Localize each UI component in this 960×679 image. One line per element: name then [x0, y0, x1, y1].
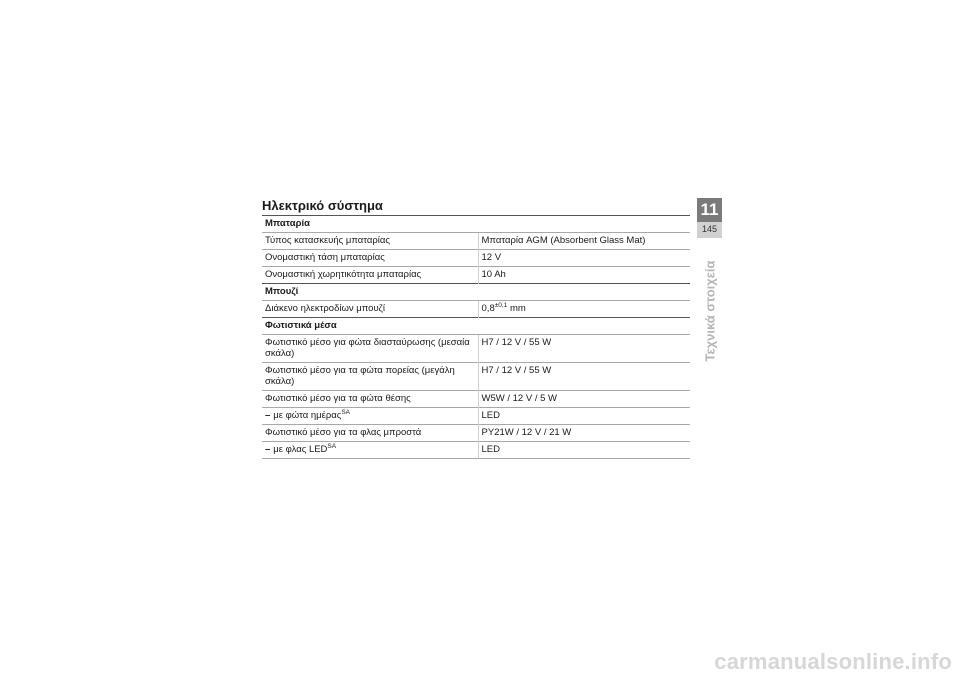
spec-value — [478, 301, 690, 318]
group-heading-spark-plug: Μπουζί — [262, 284, 690, 301]
group-heading-lighting: Φωτιστικά μέσα — [262, 318, 690, 335]
spec-label: Διάκενο ηλεκτροδίων μπουζί — [262, 301, 478, 318]
gap-unit: mm — [509, 303, 526, 314]
gap-tolerance: ±0,1 — [494, 301, 508, 309]
section-title: Ηλεκτρικό σύστημα — [262, 198, 383, 213]
spec-value: PY21W / 12 V / 21 W — [478, 425, 690, 442]
spec-value: H7 / 12 V / 55 W — [478, 363, 690, 391]
table-row — [262, 363, 690, 391]
spec-label: Τύπος κατασκευής μπαταρίας — [262, 233, 478, 250]
spec-value: W5W / 12 V / 5 W — [478, 391, 690, 408]
spec-value: Μπαταρία AGM (Absorbent Glass Mat) — [478, 233, 690, 250]
table-row — [262, 301, 690, 318]
group-row-lighting — [262, 318, 690, 335]
table-row — [262, 267, 690, 284]
spec-label: Ονομαστική χωρητικότητα μπαταρίας — [262, 267, 478, 284]
led-indicator-label: με φλας LED — [273, 444, 328, 455]
page-number: 145 — [701, 224, 718, 234]
table-row — [262, 442, 690, 459]
chapter-number: 11 — [697, 198, 722, 222]
dash-bullet: – — [265, 444, 271, 455]
spec-label — [262, 408, 478, 425]
spec-label — [262, 442, 478, 459]
dash-bullet: – — [265, 410, 271, 421]
spec-label: Ονομαστική τάση μπαταρίας — [262, 250, 478, 267]
spec-value: 12 V — [478, 250, 690, 267]
spec-value: LED — [478, 408, 690, 425]
table-row — [262, 233, 690, 250]
spec-value: H7 / 12 V / 55 W — [478, 335, 690, 363]
spec-label: Φωτιστικό μέσο για τα φλας μπροστά — [262, 425, 478, 442]
table-row — [262, 425, 690, 442]
sa-badge: SA — [327, 442, 337, 450]
spec-value: 10 Ah — [478, 267, 690, 284]
spec-label: Φωτιστικό μέσο για τα φώτα πορείας (μεγάλη σκάλα) — [262, 363, 478, 391]
watermark: carmanualsonline.info — [714, 649, 952, 674]
table-row — [262, 335, 690, 363]
group-row-battery — [262, 216, 690, 233]
sa-badge: SA — [341, 408, 350, 416]
table-row — [262, 250, 690, 267]
spec-label: Φωτιστικό μέσο για τα φώτα θέσης — [262, 391, 478, 408]
gap-value: 0,8 — [481, 303, 495, 314]
table-row — [262, 408, 690, 425]
daytime-light-label: με φώτα ημέρας — [273, 410, 342, 421]
electrical-specs-table — [262, 215, 690, 459]
spec-value: LED — [478, 442, 690, 459]
chapter-side-label: Τεχνικά στοιχεία — [702, 260, 718, 362]
table-row — [262, 391, 690, 408]
spec-label: Φωτιστικό μέσο για φώτα διασταύρωσης (μεσαία σκάλα) — [262, 335, 478, 363]
group-heading-battery: Μπαταρία — [262, 216, 690, 233]
group-row-spark-plug — [262, 284, 690, 301]
